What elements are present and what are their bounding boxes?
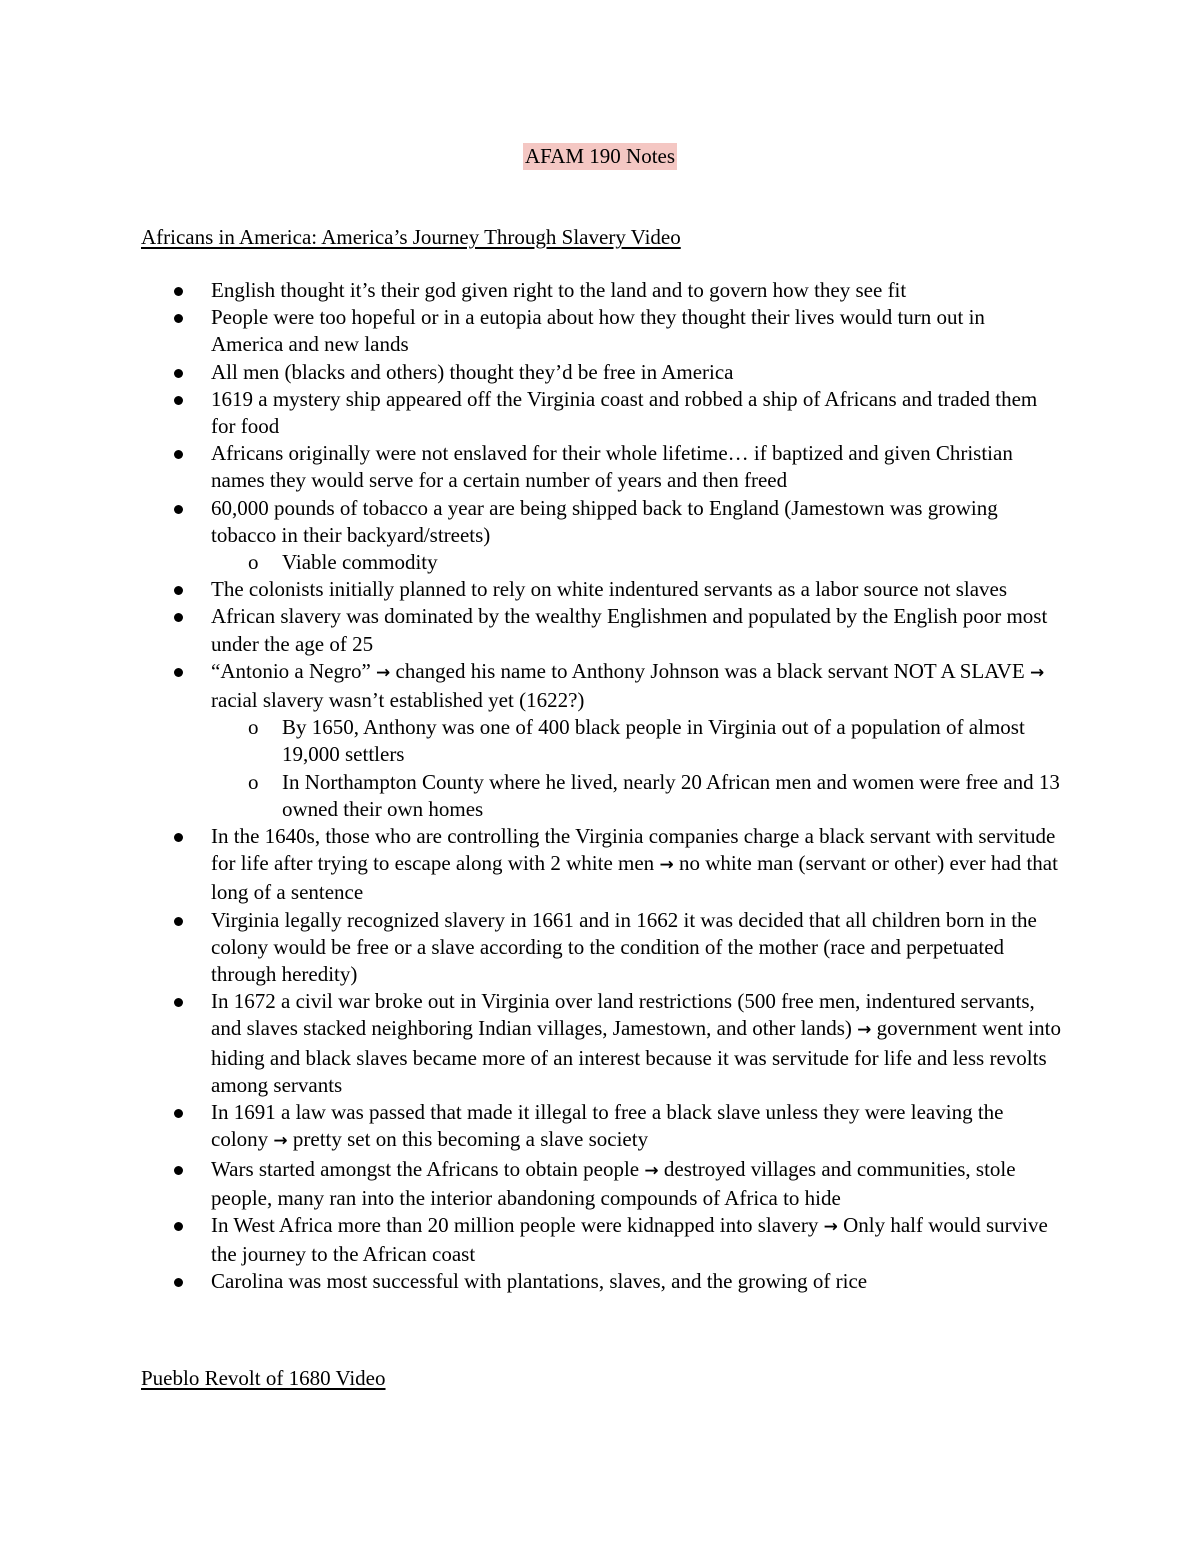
section-heading-pueblo-revolt: Pueblo Revolt of 1680 Video bbox=[141, 1366, 386, 1390]
list-item-text bbox=[211, 824, 1058, 904]
list-item-text: English thought it’s their god given right to the land and to govern how they see fit bbox=[211, 278, 907, 302]
list-item-text-part: changed his name to Anthony Johnson was a black servant NOT A SLAVE bbox=[390, 658, 1030, 683]
right-arrow-icon: → bbox=[659, 855, 674, 876]
list-item-text-part: In 1672 a civil war broke out in Virginia over land restrictions (500 free men, indentured servants, and slaves stacked neighboring Indian villages, Jamestown, and other lands) bbox=[211, 989, 1035, 1041]
right-arrow-icon: → bbox=[376, 662, 391, 683]
bullet-icon bbox=[174, 998, 183, 1007]
bullet-icon bbox=[174, 1222, 183, 1231]
list-item-text bbox=[211, 659, 1044, 712]
list-item-text-part: “Antonio a Negro” bbox=[211, 658, 377, 683]
list-item-text bbox=[211, 989, 1061, 1097]
bullet-icon bbox=[174, 396, 183, 405]
list-item-text-part: In 1691 a law was passed that made it illegal to free a black slave unless they were leaving the colony bbox=[211, 1100, 1004, 1152]
section-heading-africans-in-america: Africans in America: America’s Journey Through Slavery Video bbox=[141, 225, 681, 249]
list-item-text bbox=[211, 1213, 1048, 1266]
sub-list bbox=[211, 549, 1061, 576]
right-arrow-icon: → bbox=[644, 1160, 659, 1181]
list-item-text-part: government went into hiding and black slaves became more of an interest because it was servitude for life and less revolts among servants bbox=[211, 1016, 1061, 1097]
bullet-icon bbox=[174, 1109, 183, 1118]
circle-bullet-icon: o bbox=[248, 769, 259, 794]
bullet-icon bbox=[174, 369, 183, 378]
list-item bbox=[211, 603, 1061, 657]
list-item bbox=[211, 658, 1061, 823]
list-item-text-part: pretty set on this becoming a slave society bbox=[287, 1127, 649, 1152]
list-item-text: All men (blacks and others) thought they’d be free in America bbox=[211, 359, 734, 384]
sub-list-item bbox=[248, 714, 1062, 768]
bullet-icon bbox=[174, 586, 183, 595]
list-item-text-part: Only half would survive the journey to the African coast bbox=[211, 1212, 1048, 1267]
list-item bbox=[211, 495, 1061, 577]
list-item-text bbox=[211, 1100, 1003, 1151]
list-item bbox=[211, 823, 1061, 907]
right-arrow-icon: → bbox=[273, 1131, 288, 1152]
list-item bbox=[211, 1156, 1061, 1212]
bullet-icon bbox=[174, 1278, 183, 1287]
list-item-text: Carolina was most successful with plantations, slaves, and the growing of rice bbox=[211, 1269, 868, 1294]
list-item bbox=[211, 1268, 1061, 1295]
right-arrow-icon: → bbox=[1029, 662, 1045, 683]
list-item bbox=[211, 907, 1061, 989]
list-item-text-part: racial slavery wasn’t established yet (1622?) bbox=[211, 688, 585, 713]
title-container bbox=[0, 143, 1200, 170]
list-item-text: Virginia legally recognized slavery in 1661 and in 1662 it was decided that all children born in the colony would be free or a slave according to the condition of the mother (race and perpetuated through heredity) bbox=[211, 907, 1037, 987]
bullet-icon bbox=[174, 505, 183, 514]
sub-list-item-text: Viable commodity bbox=[282, 550, 438, 575]
list-item bbox=[211, 1212, 1061, 1268]
list-item-text bbox=[211, 1157, 1016, 1210]
list-item bbox=[211, 440, 1061, 494]
circle-bullet-icon: o bbox=[248, 715, 259, 740]
sub-list bbox=[211, 714, 1061, 823]
list-item bbox=[211, 359, 1061, 386]
circle-bullet-icon: o bbox=[248, 550, 259, 575]
list-item-text: 1619 a mystery ship appeared off the Virginia coast and robbed a ship of Africans and traded them for food bbox=[211, 386, 1038, 439]
list-item-text-part: In the 1640s, those who are controlling the Virginia companies charge a black servant with servitude for life after trying to escape along with 2 white men bbox=[211, 824, 1056, 876]
list-item bbox=[211, 1099, 1061, 1155]
list-item-text-part: no white man (servant or other) ever had that long of a sentence bbox=[211, 851, 1058, 905]
list-item bbox=[211, 988, 1061, 1099]
list-item-text: People were too hopeful or in a eutopia about how they thought their lives would turn out in America and new lands bbox=[211, 305, 985, 357]
sub-list-item bbox=[248, 769, 1062, 823]
bullet-icon bbox=[174, 1166, 183, 1175]
list-item bbox=[211, 576, 1061, 603]
list-item-text-part: In West Africa more than 20 million people were kidnapped into slavery bbox=[211, 1212, 824, 1237]
bullet-icon bbox=[174, 450, 183, 459]
bullet-icon bbox=[174, 917, 183, 926]
list-item bbox=[211, 386, 1061, 440]
list-item bbox=[211, 277, 1061, 304]
bullet-icon bbox=[174, 613, 183, 622]
right-arrow-icon: → bbox=[823, 1216, 838, 1237]
list-item-text: 60,000 pounds of tobacco a year are being shipped back to England (Jamestown was growing tobacco in their backyard/streets) bbox=[211, 495, 998, 547]
sub-list-item-text: By 1650, Anthony was one of 400 black people in Virginia out of a population of almost 19,000 settlers bbox=[282, 715, 1025, 767]
sub-list-item bbox=[248, 549, 1062, 576]
bullet-icon bbox=[174, 314, 183, 323]
bullet-icon bbox=[174, 833, 183, 842]
right-arrow-icon: → bbox=[857, 1020, 872, 1041]
list-item-text: The colonists initially planned to rely on white indentured servants as a labor source not slaves bbox=[211, 577, 1008, 602]
page-title: AFAM 190 Notes bbox=[524, 144, 676, 168]
notes-bullet-list bbox=[0, 277, 1200, 1296]
sub-list-item-text: In Northampton County where he lived, nearly 20 African men and women were free and 13 owned their own homes bbox=[282, 769, 1060, 821]
list-item-text-part: Wars started amongst the Africans to obtain people bbox=[211, 1156, 645, 1181]
list-item-text: Africans originally were not enslaved for their whole lifetime… if baptized and given Christian names they would serve for a certain number of years and then freed bbox=[211, 441, 1013, 493]
list-item-text: African slavery was dominated by the wealthy Englishmen and populated by the English poor most under the age of 25 bbox=[211, 604, 1048, 656]
bullet-icon bbox=[174, 287, 183, 296]
list-item-text-part: destroyed villages and communities, stole people, many ran into the interior abandoning compounds of Africa to hide bbox=[211, 1156, 1016, 1210]
list-item bbox=[211, 304, 1061, 358]
bullet-icon bbox=[174, 668, 183, 677]
